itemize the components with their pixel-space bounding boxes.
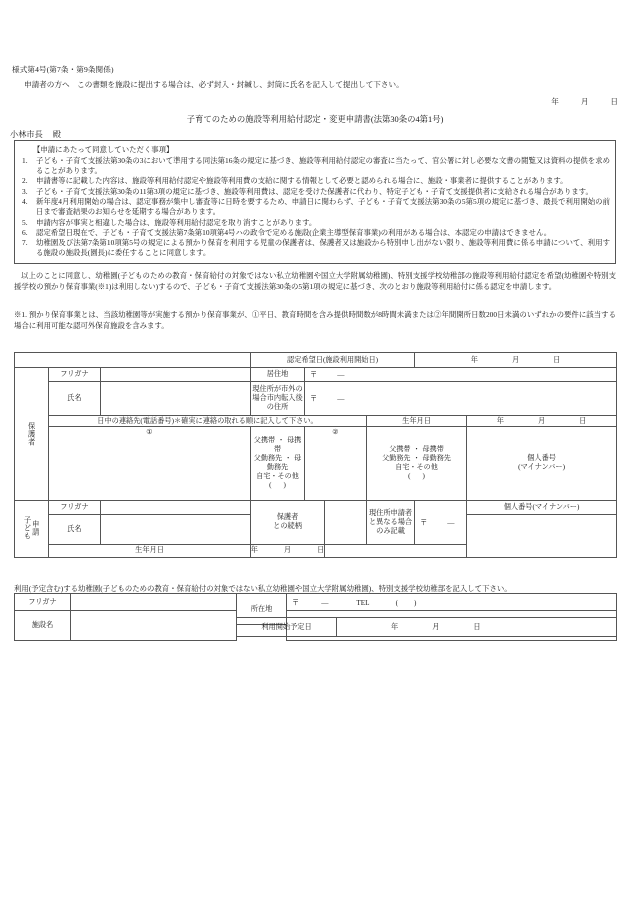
month-label: 月 (283, 546, 292, 555)
paren-close: ) (422, 472, 425, 481)
consent-item-number: 6. (22, 227, 28, 237)
day-label: 日 (579, 416, 587, 425)
moved-address-input[interactable] (305, 382, 617, 416)
form-number: 様式第4号(第7条・第9条関係) (12, 65, 114, 74)
guardian-name-input[interactable] (101, 382, 251, 416)
consent-item-number: 3. (22, 186, 28, 196)
mynumber-label-line2: (マイナンバー) (518, 463, 566, 472)
consent-item-text: 認定希望日現在で、子ども・子育て支援法第7条第10項第4号ハの政令で定める施設(企業主導型保育事業)の利用がある場合は、本認定の申請はできません。 (36, 227, 552, 237)
year-label: 年 (391, 622, 399, 631)
month-label: 月 (511, 355, 520, 364)
facility-name-input[interactable] (71, 611, 237, 641)
document-date (551, 96, 618, 107)
year-label: 年 (496, 416, 504, 425)
day-label: 日 (553, 355, 561, 364)
applicant-label: 申請 (31, 520, 40, 537)
approval-date-value[interactable] (415, 353, 617, 368)
date-month-label: 月 (580, 97, 589, 106)
dot-separator: ・ (412, 445, 421, 454)
date-year-label: 年 (551, 97, 559, 106)
table-row (15, 500, 617, 514)
zip-dash: — (321, 598, 329, 607)
guardian-mynumber-label (467, 427, 617, 501)
declaration-text: 以上のことに同意し、幼稚園(子どものための教育・保育給付の対象ではない私立幼稚園や国立大学附属幼稚園)、特別支援学校幼稚部の施設等利用給付認定を希望(幼稚園や特別支援学校の預かり保育事業(※1)は利用しない)するので、子ども・子育て支援法第30条の5第1項の規定に基づき、次のとおり施設等利用給付に係る認定を申請します。 (14, 271, 616, 291)
child-name-input[interactable] (101, 514, 251, 544)
approval-date-label: 認定希望日(施設利用開始日) (251, 353, 415, 368)
consent-item-text: 子ども・子育て支援法第30条の11第3項の規定に基づき、施設等利用費は、認定を受けた保護者に代わり、特定子ども・子育て支援提供者に支給される場合があります。 (36, 186, 593, 196)
consent-item-number: 4. (22, 197, 28, 207)
consent-item-number: 5. (22, 217, 28, 227)
child-furigana-input[interactable] (101, 500, 251, 514)
mother-work-option[interactable]: 母勤務先 (422, 454, 451, 463)
guardian-birth-label: 生年月日 (367, 416, 467, 427)
paren-open: ( (269, 481, 272, 490)
child-mynumber-input[interactable] (467, 514, 617, 557)
zip-dash: — (337, 395, 345, 403)
guardian-row-label (15, 368, 49, 501)
guardian-label: 保護者 (27, 421, 36, 447)
consent-item-number: 7. (22, 238, 28, 248)
father-work-option[interactable]: 父勤務先 (253, 454, 283, 463)
consent-list (20, 156, 610, 259)
father-work-option[interactable]: 父勤務先 (382, 454, 411, 463)
mother-mobile-option[interactable]: 母携帯 (273, 436, 302, 454)
guardian-furigana-label: フリガナ (49, 368, 101, 382)
consent-item (20, 187, 610, 197)
child-furigana-label: フリガナ (49, 500, 101, 514)
zip-icon: 〒 (420, 518, 428, 527)
footnote (14, 310, 616, 331)
facility-section-lead: 利用(予定含む)する幼稚園(子どものための教育・保育給付の対象ではない私立幼稚園や国立大学附属幼稚園)、特別支援学校幼稚部を記入して下さい。 (14, 584, 512, 593)
applicant-table (14, 352, 617, 558)
child-address-input[interactable] (415, 500, 467, 544)
child-row-label (15, 500, 49, 557)
child-name-label: 氏名 (49, 514, 101, 544)
facility-location-label: 所在地 (237, 594, 287, 625)
consent-heading: 【申請にあたって同意していただく事項】 (33, 145, 174, 154)
declaration-paragraph (14, 271, 616, 292)
contact-1-input[interactable]: ① (49, 427, 251, 501)
start-date-label: 利用開始予定日 (237, 618, 337, 637)
child-birth-value[interactable] (251, 544, 325, 557)
year-label: 年 (470, 355, 478, 364)
addressee-name: 小林市長 (10, 130, 43, 139)
child-birth-spacer (325, 544, 467, 557)
table-row (15, 353, 617, 368)
addressee-honorific: 殿 (52, 130, 61, 139)
consent-item (20, 176, 610, 186)
day-label: 日 (473, 622, 481, 631)
zip-icon: 〒 (310, 371, 318, 379)
mynumber-label-line1: 個人番号 (527, 454, 556, 463)
father-mobile-option[interactable]: 父携帯 (389, 445, 411, 454)
consent-item-text: 新年度4月利用開始の場合は、認定事務が集中し審査等に日時を要するため、申請日に関わらず、子ども・子育て支援法第30条の5第5項の規定に基づき、最長で利用開始の前日まで審査結果のお知らせを延期する場合があります。 (36, 197, 610, 217)
page-title: 子育てのための施設等利用給付認定・変更申請書(法第30条の4第1号) (186, 115, 444, 124)
home-other-option[interactable]: 自宅・その他 (395, 463, 438, 472)
facility-furigana-label: フリガナ (15, 594, 71, 611)
addressee (10, 129, 61, 140)
table-row (15, 416, 617, 427)
table-row (15, 427, 617, 501)
month-label: 月 (432, 622, 440, 631)
table-row (237, 618, 617, 637)
zip-icon: 〒 (292, 598, 300, 607)
zip-dash: — (337, 371, 345, 379)
residence-label: 居住地 (251, 368, 305, 382)
consent-item (20, 197, 610, 217)
relation-label-line2: との続柄 (273, 522, 302, 531)
paren-open: ( (408, 472, 411, 481)
child-mynumber-label: 個人番号(マイナンバー) (467, 500, 617, 514)
consent-item-text: 申請内容が事実と相違した場合は、施設等利用給付認定を取り消すことがあります。 (36, 217, 317, 227)
moved-address-label: 現住所が市外の場合市内転入後の住所 (251, 382, 305, 416)
dot-separator: ・ (412, 454, 421, 463)
start-date-value[interactable] (337, 618, 617, 637)
year-label: 年 (250, 546, 258, 555)
home-other-option[interactable]: 自宅・その他 (256, 472, 299, 481)
consent-item (20, 238, 610, 258)
child-relation-input[interactable] (325, 500, 367, 544)
consent-item-number: 2. (22, 176, 28, 186)
child-address-label: 現住所申請者と異なる場合のみ記載 (367, 500, 415, 544)
tel-paren-open: ( (395, 598, 398, 607)
consent-item (20, 228, 610, 238)
contact-1-options[interactable] (251, 427, 305, 501)
contact-2-input[interactable]: ② (305, 427, 367, 501)
zip-dash: — (447, 518, 455, 527)
facility-name-label: 施設名 (15, 611, 71, 641)
spacer-cell (15, 353, 251, 368)
table-row (15, 368, 617, 382)
child-relation-label (251, 500, 325, 544)
consent-item (20, 156, 610, 176)
paren-close: ) (283, 481, 286, 490)
consent-item (20, 218, 610, 228)
table-row (15, 382, 617, 416)
zip-icon: 〒 (310, 395, 318, 403)
residence-input[interactable] (305, 368, 617, 382)
contact-header: 日中の連絡先(電話番号)＊確実に連絡の取れる順に記入して下さい。 (49, 416, 367, 427)
dot-separator: ・ (284, 454, 292, 463)
month-label: 月 (537, 416, 546, 425)
contact-2-options[interactable] (367, 427, 467, 501)
guardian-furigana-input[interactable] (101, 368, 251, 382)
facility-start-date-row (236, 617, 617, 637)
footnote-text: 預かり保育事業とは、当該幼稚園等が実施する預かり保育事業が、①平日、教育時間を含み提供時間数が8時間未満または②年間開所日数200日未満のいずれかの要件に該当する場合に利用可能な認可外保育施設を含みます。 (14, 310, 616, 330)
tel-label: TEL (356, 598, 370, 607)
day-label: 日 (317, 546, 325, 555)
consent-box (14, 140, 616, 264)
submission-notice: 申請者の方へ この書類を施設に提出する場合は、必ず封入・封緘し、封筒に氏名を記入して提出して下さい。 (24, 80, 404, 89)
table-row (15, 594, 617, 611)
mother-work-option[interactable]: 母勤務先 (266, 454, 302, 472)
guardian-birth-value[interactable] (467, 416, 617, 427)
relation-label-line1: 保護者 (276, 513, 299, 522)
footnote-label: ※1. (14, 310, 27, 319)
mother-mobile-option[interactable]: 母携帯 (422, 445, 444, 454)
facility-furigana-input[interactable] (71, 594, 237, 611)
guardian-name-label: 氏名 (49, 382, 101, 416)
consent-item-number: 1. (22, 156, 28, 165)
consent-item-text: 子ども・子育て支援法第30条の3において準用する同法第16条の規定に基づき、施設等利用給付認定の審査に当たって、官公署に対し必要な文書の閲覧又は資料の提供を求めることがあります。 (36, 156, 610, 176)
father-mobile-option[interactable]: 父携帯 (253, 436, 276, 445)
child-label: 子ども (23, 516, 32, 541)
dot-separator: ・ (277, 436, 285, 445)
child-birth-label: 生年月日 (49, 544, 251, 557)
facility-location-input[interactable] (287, 594, 617, 611)
tel-paren-close: ) (413, 598, 417, 607)
consent-item-text: 幼稚園及び法第7条第10項第5号の規定による預かり保育を利用する児童の保護者は、保護者又は施設から特別申し出がない限り、施設等利用費に係る申請について、利用する施設の施設長(園長)に委任することに同意します。 (36, 238, 610, 258)
consent-item-text: 申請書等に記載した内容は、施設等利用給付認定や施設等利用費の支給に関する情報として必要と認められる場合に、施設・事業者に提供することがあります。 (36, 176, 568, 186)
date-day-label: 日 (610, 97, 618, 106)
